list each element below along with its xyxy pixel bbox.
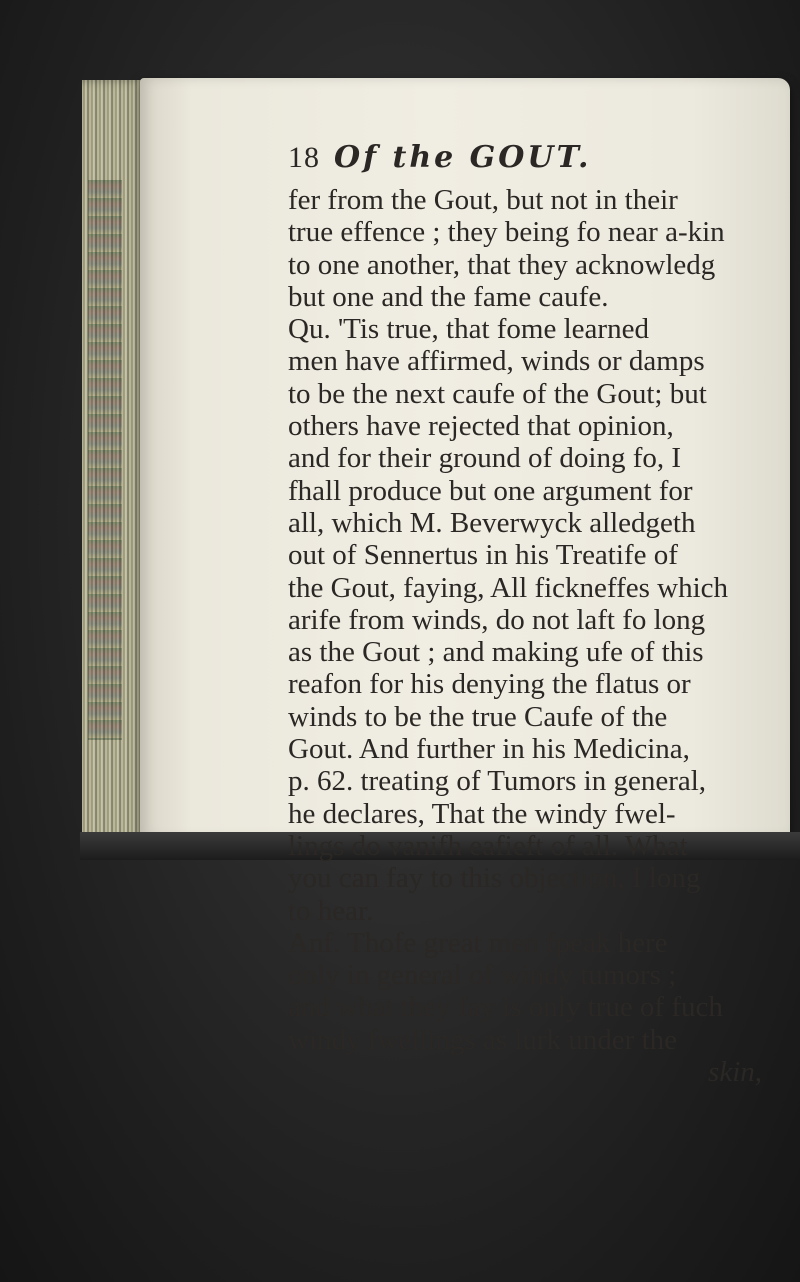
text-line: only in general of windy tumors ; xyxy=(288,959,677,992)
page-header xyxy=(288,140,778,184)
text-line: winds to be the true Caufe of the xyxy=(288,700,668,733)
page-text-block xyxy=(288,140,778,1088)
text-line: and for their ground of doing fo, I xyxy=(288,442,682,475)
text-line: and what they fay is only true of fuch xyxy=(288,991,723,1024)
text-line: men have affirmed, winds or damps xyxy=(288,345,705,378)
catchword: skin, xyxy=(708,1056,762,1089)
text-line: Qu. 'Tis true, that fome learned xyxy=(288,313,649,346)
text-line: reafon for his denying the flatus or xyxy=(288,668,691,701)
text-line: lings do vanifh eafieft of all. What xyxy=(288,829,688,862)
text-line: Anf. Thofe great men fpeak here xyxy=(288,926,668,959)
text-line: arife from winds, do not laft fo long xyxy=(288,603,706,636)
text-line: all, which M. Beverwyck alledgeth xyxy=(288,506,696,539)
text-line: fhall produce but one argument for xyxy=(288,474,693,507)
text-line: but one and the fame caufe. xyxy=(288,280,609,313)
text-line: you can fay to this objection, I long xyxy=(288,862,701,895)
text-line: he declares, That the windy fwel- xyxy=(288,797,676,830)
running-head: Of the GOUT. xyxy=(334,140,592,175)
text-line: to hear. xyxy=(288,894,374,927)
book-edge-marbling xyxy=(88,180,122,740)
text-line: to one another, that they acknowledg xyxy=(288,248,716,281)
text-line: Gout. And further in his Medicina, xyxy=(288,733,690,766)
text-line: p. 62. treating of Tumors in general, xyxy=(288,765,707,798)
text-line: fer from the Gout, but not in their xyxy=(288,184,678,216)
text-line: others have rejected that opinion, xyxy=(288,410,674,443)
text-line: to be the next caufe of the Gout; but xyxy=(288,377,707,410)
text-line: windy fwellings as lurk under the xyxy=(288,1023,678,1056)
body-text xyxy=(288,184,778,1056)
text-line: as the Gout ; and making ufe of this xyxy=(288,636,704,669)
text-line: true effence ; they being fo near a-kin xyxy=(288,216,725,249)
text-line: out of Sennertus in his Treatife of xyxy=(288,539,678,572)
page-number: 18 xyxy=(288,141,320,174)
text-line: the Gout, faying, All fickneffes which xyxy=(288,571,728,604)
